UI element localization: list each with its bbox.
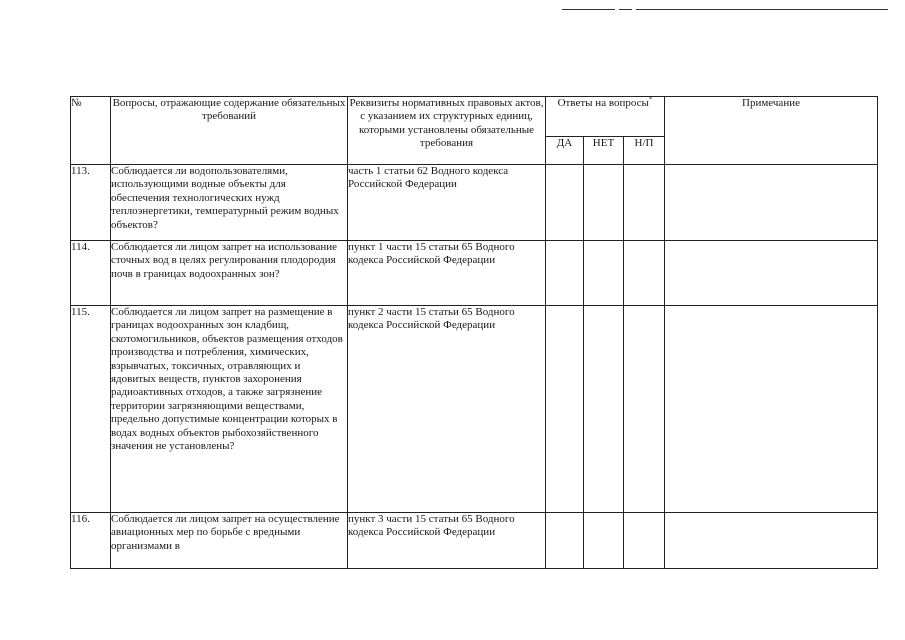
top-rule-gap (632, 7, 636, 11)
row-question: Соблюдается ли лицом запрет на размещение в границах водоохранных зон кладбищ, скотомогильников, объектов размещения отходов производства и потребления, химических, взрывчатых, токсичных, отравляющих и ядовитых веществ, пунктов захоронения радиоактивных отходов, а также загрязнение территории загрязняющими веществами, предельно допустимые концентрации которых в водах водных объектов рыбохозяйственного значения не установлены? (111, 306, 348, 513)
answer-yes-cell[interactable] (546, 241, 584, 306)
answer-no-cell[interactable] (584, 513, 624, 569)
row-reference: пункт 1 части 15 статьи 65 Водного кодекса Российской Федерации (348, 241, 546, 306)
checklist-table (70, 96, 878, 569)
row-num: 114. (71, 241, 111, 306)
answer-yes-cell[interactable] (546, 165, 584, 241)
top-rule (562, 9, 888, 10)
header-questions: Вопросы, отражающие содержание обязательных требований (111, 97, 348, 165)
answer-no-cell[interactable] (584, 165, 624, 241)
answer-no-cell[interactable] (584, 241, 624, 306)
answer-yes-cell[interactable] (546, 513, 584, 569)
row-question: Соблюдается ли лицом запрет на осуществление авиационных мер по борьбе с вредными организмами в (111, 513, 348, 569)
row-reference: часть 1 статьи 62 Водного кодекса Российской Федерации (348, 165, 546, 241)
answer-na-cell[interactable] (624, 513, 665, 569)
answer-na-cell[interactable] (624, 306, 665, 513)
row-num: 116. (71, 513, 111, 569)
header-note: Примечание (665, 97, 878, 165)
note-cell[interactable] (665, 241, 878, 306)
row-num: 113. (71, 165, 111, 241)
header-na: Н/П (624, 137, 665, 165)
header-answers-mark: * (648, 95, 653, 104)
header-yes: ДА (546, 137, 584, 165)
header-answers-label: Ответы на вопросы (557, 97, 649, 109)
row-question: Соблюдается ли водопользователями, использующими водные объекты для обеспечения технологических нужд теплоэнергетики, температурный режим водных объектов? (111, 165, 348, 241)
note-cell[interactable] (665, 165, 878, 241)
table-row (71, 306, 878, 513)
answer-na-cell[interactable] (624, 165, 665, 241)
header-no: НЕТ (584, 137, 624, 165)
row-reference: пункт 2 части 15 статьи 65 Водного кодекса Российской Федерации (348, 306, 546, 513)
row-num: 115. (71, 306, 111, 513)
table-row (71, 165, 878, 241)
answer-yes-cell[interactable] (546, 306, 584, 513)
row-reference: пункт 3 части 15 статьи 65 Водного кодекса Российской Федерации (348, 513, 546, 569)
header-num: № (71, 97, 111, 165)
top-rule-gap (615, 7, 619, 11)
row-question: Соблюдается ли лицом запрет на использование сточных вод в целях регулирования плодородия почв в границах водоохранных зон? (111, 241, 348, 306)
table-row (71, 241, 878, 306)
answer-na-cell[interactable] (624, 241, 665, 306)
answer-no-cell[interactable] (584, 306, 624, 513)
note-cell[interactable] (665, 306, 878, 513)
note-cell[interactable] (665, 513, 878, 569)
header-answers (546, 97, 665, 137)
table-row (71, 513, 878, 569)
header-requisites: Реквизиты нормативных правовых актов, с указанием их структурных единиц, которыми установлены обязательные требования (348, 97, 546, 165)
